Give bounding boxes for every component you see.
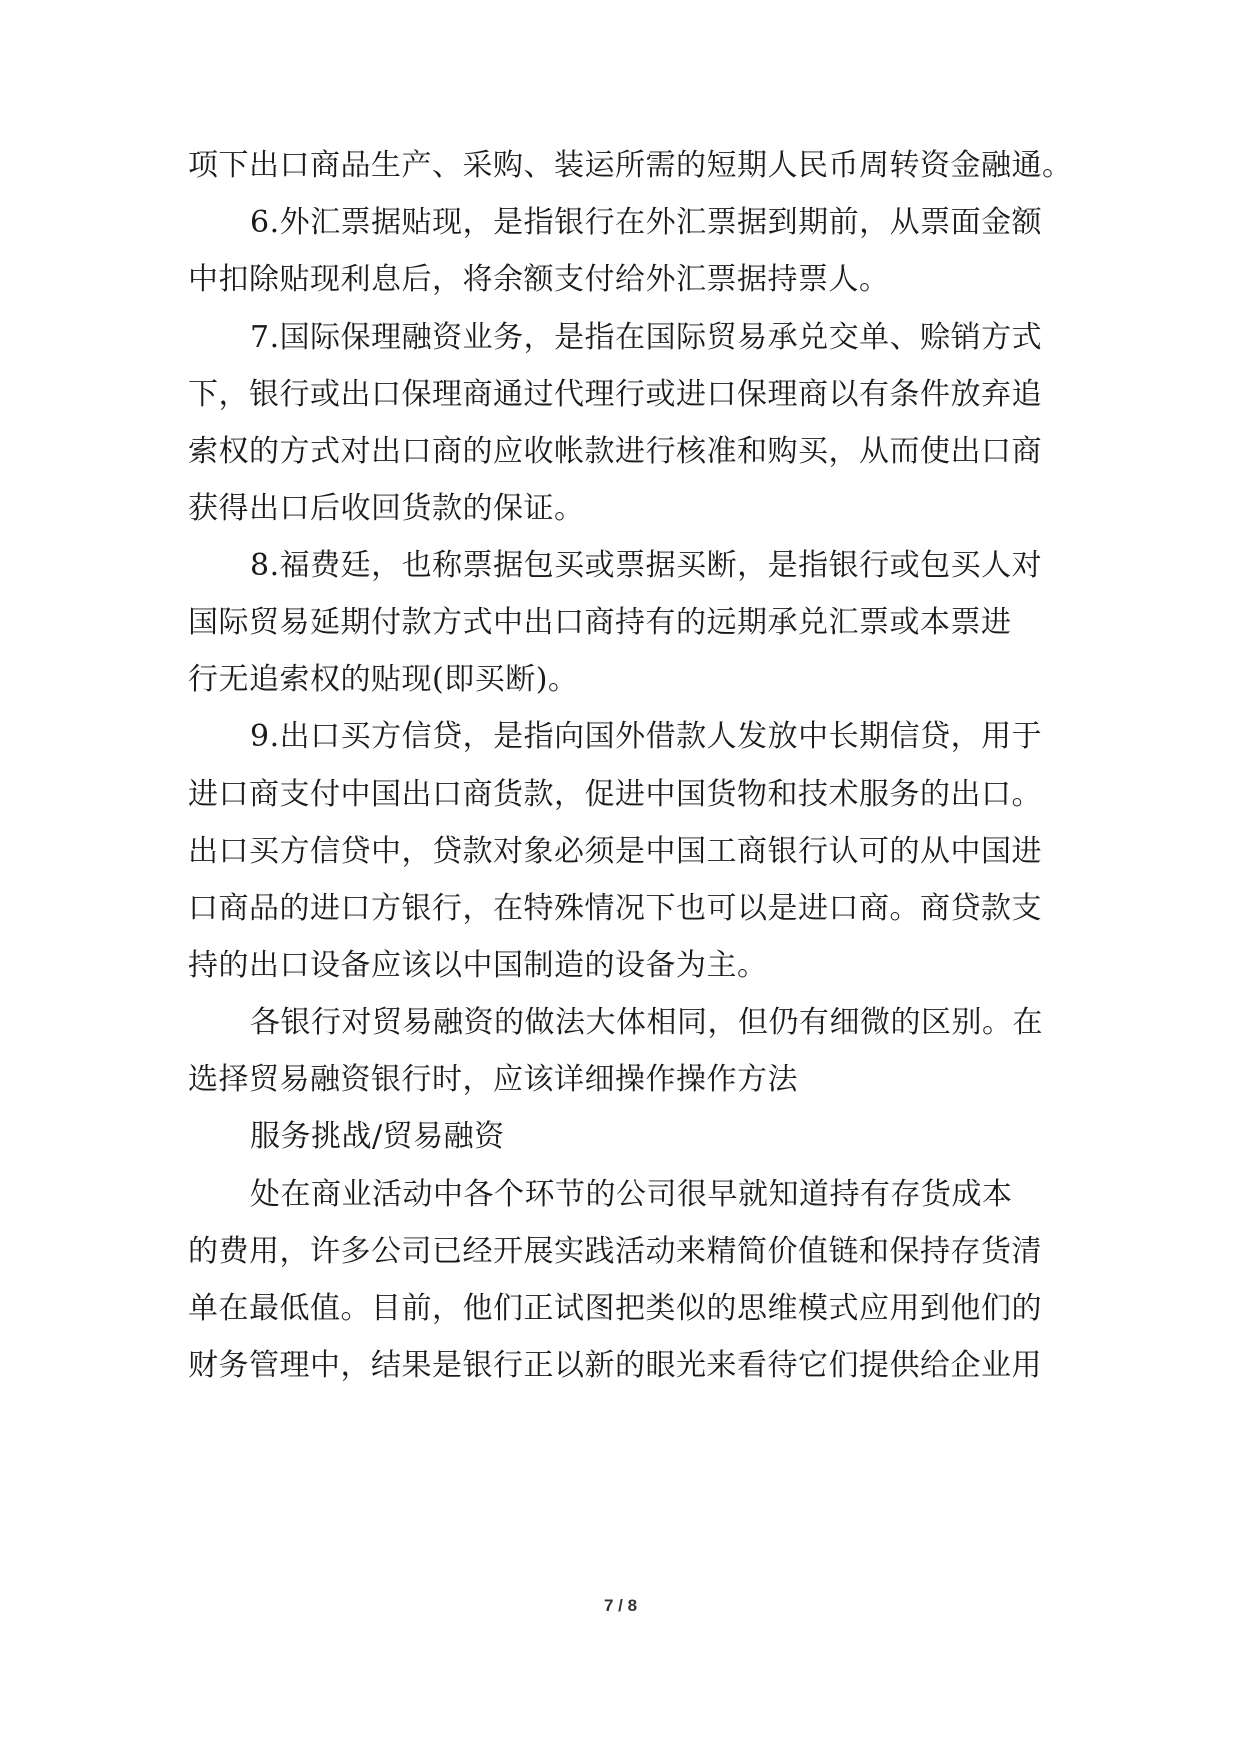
- text-line: 进口商支付中国出口商货款，促进中国货物和技术服务的出口。: [188, 777, 1042, 812]
- text-line: 6.外汇票据贴现，是指银行在外汇票据到期前，从票面金额: [250, 205, 1043, 240]
- text-line: 中扣除贴现利息后，将余额支付给外汇票据持票人。: [188, 262, 890, 297]
- text-line: 的费用，许多公司已经开展实践活动来精简价值链和保持存货清: [188, 1234, 1042, 1269]
- page-number: 7 / 8: [603, 1596, 638, 1615]
- text-line: 下，银行或出口保理商通过代理行或进口保理商以有条件放弃追: [188, 377, 1042, 412]
- text-line: 各银行对贸易融资的做法大体相同，但仍有细微的区别。在: [250, 1005, 1043, 1040]
- text-line: 9.出口买方信贷，是指向国外借款人发放中长期信贷，用于: [250, 719, 1043, 754]
- text-line: 行无追索权的贴现(即买断)。: [188, 662, 579, 697]
- text-line: 获得出口后收回货款的保证。: [188, 491, 585, 526]
- section-heading: 服务挑战/贸易融资: [250, 1119, 505, 1154]
- text-line: 单在最低值。目前，他们正试图把类似的思维模式应用到他们的: [188, 1291, 1042, 1326]
- text-line: 项下出口商品生产、采购、装运所需的短期人民币周转资金融通。: [188, 148, 1073, 183]
- text-line: 国际贸易延期付款方式中出口商持有的远期承兑汇票或本票进: [188, 605, 1012, 640]
- text-line: 口商品的进口方银行，在特殊情况下也可以是进口商。商贷款支: [188, 891, 1042, 926]
- text-line: 8.福费廷，也称票据包买或票据买断，是指银行或包买人对: [250, 548, 1043, 583]
- text-line: 选择贸易融资银行时，应该详细操作操作方法: [188, 1062, 798, 1097]
- text-line: 财务管理中，结果是银行正以新的眼光来看待它们提供给企业用: [188, 1348, 1042, 1383]
- text-line: 出口买方信贷中，贷款对象必须是中国工商银行认可的从中国进: [188, 834, 1042, 869]
- text-line: 处在商业活动中各个环节的公司很早就知道持有存货成本: [250, 1177, 1013, 1212]
- text-line: 7.国际保理融资业务，是指在国际贸易承兑交单、赊销方式: [250, 320, 1043, 355]
- text-line: 持的出口设备应该以中国制造的设备为主。: [188, 948, 768, 983]
- text-line: 索权的方式对出口商的应收帐款进行核准和购买，从而使出口商: [188, 434, 1042, 469]
